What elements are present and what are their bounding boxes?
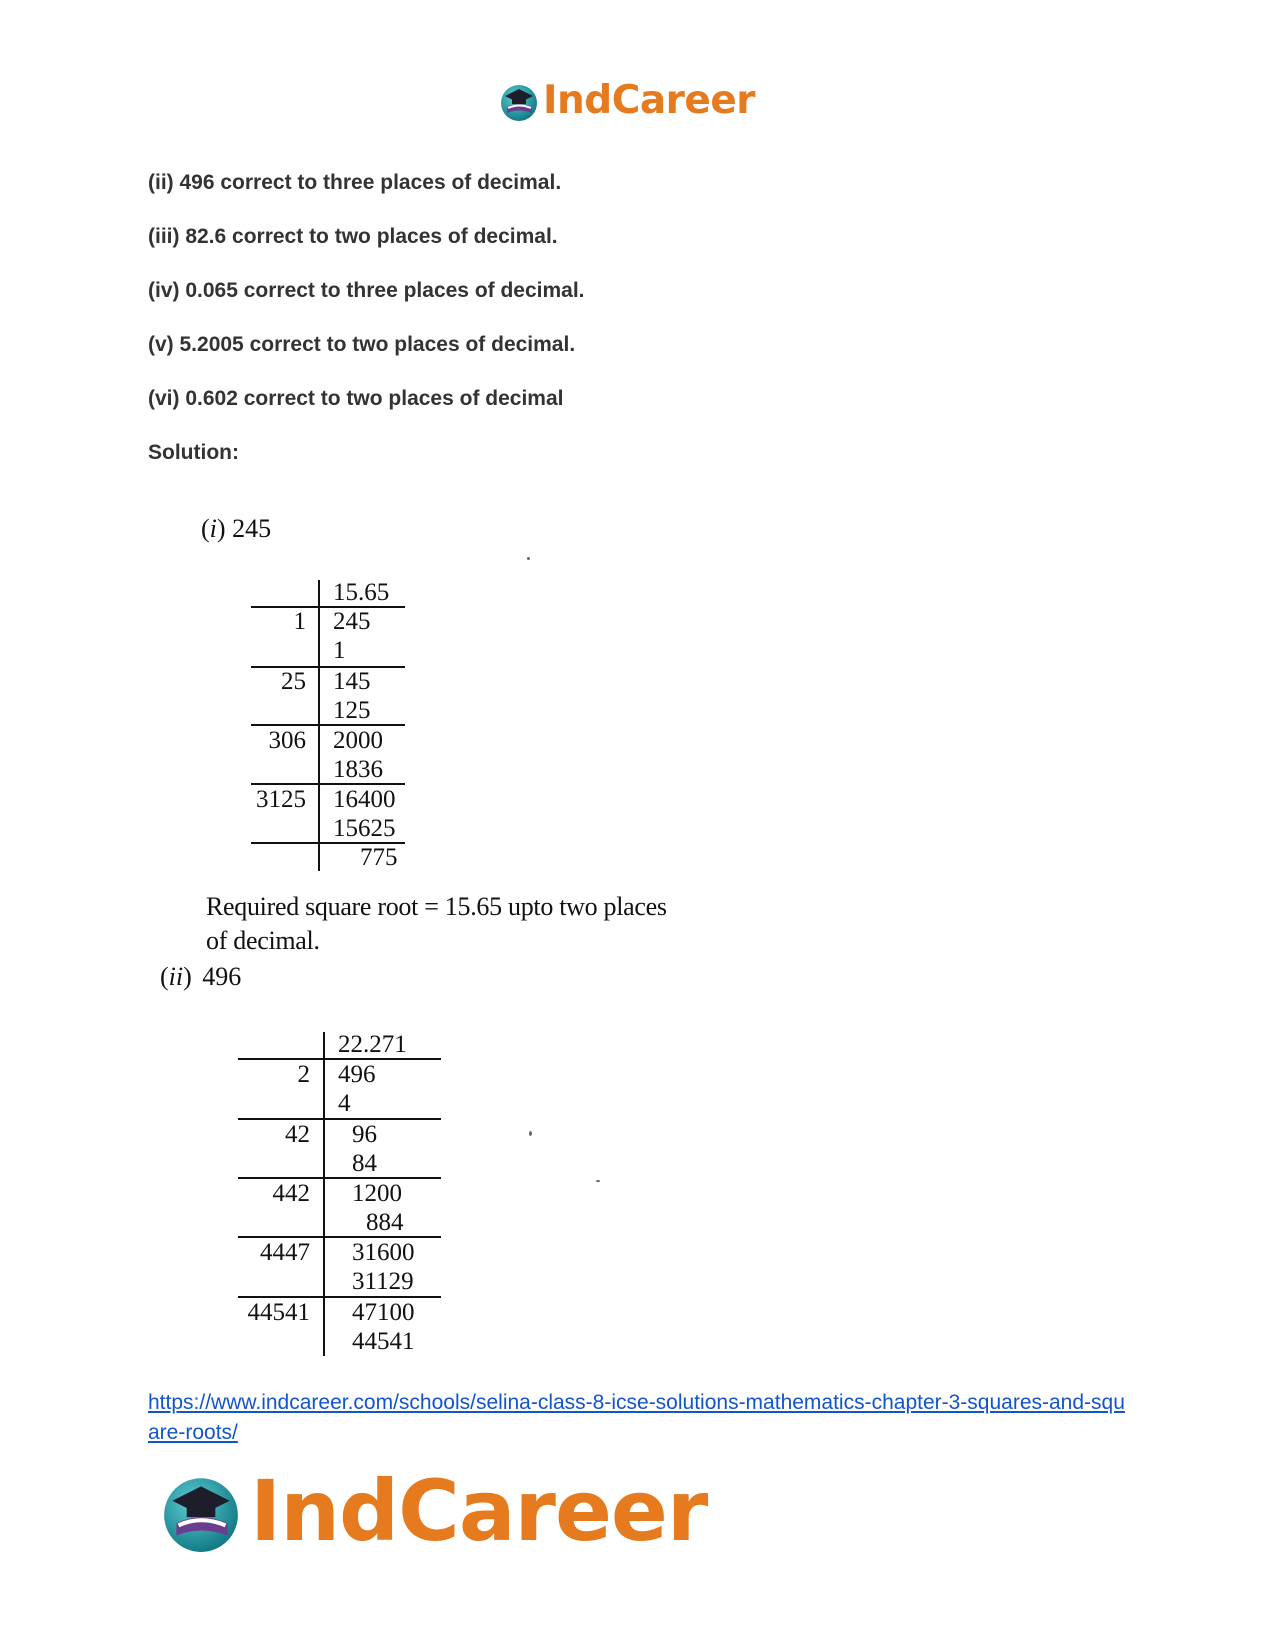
divisor-ii-3: 442 (272, 1180, 310, 1207)
divisor-i-1: 1 (293, 608, 306, 635)
subtract-i-1: 1 (333, 637, 346, 664)
subtract-ii-2: 84 (352, 1150, 377, 1177)
subtract-ii-4: 31129 (352, 1268, 414, 1295)
dividend-i-4: 16400 (333, 786, 396, 813)
dividend-ii-1: 496 (338, 1061, 376, 1088)
question-v: (v) 5.2005 correct to two places of decimal. (148, 333, 576, 356)
question-vi: (vi) 0.602 correct to two places of decimal (148, 387, 564, 410)
part-i-number: 245 (232, 514, 272, 543)
divisor-i-3: 306 (268, 727, 306, 754)
part-i-roman: i (209, 514, 217, 543)
result-i-line1: Required square root = 15.65 upto two places (206, 892, 667, 921)
part-i-label: (i) 245 (201, 514, 272, 543)
dividend-i-3: 2000 (333, 727, 383, 754)
scan-speck (596, 1180, 600, 1182)
dividend-ii-5: 47100 (352, 1299, 415, 1326)
quotient-i: 15.65 (333, 579, 390, 606)
divisor-ii-4: 4447 (260, 1239, 310, 1266)
source-link[interactable]: https://www.indcareer.com/schools/selina-class-8-icse-solutions-mathematics-chapter-3-squares-and-square-roots/ (148, 1391, 1125, 1444)
scan-speck (527, 557, 530, 560)
divisor-ii-2: 42 (285, 1121, 310, 1148)
remainder-i: 775 (360, 844, 398, 871)
dividend-i-2: 145 (333, 668, 371, 695)
footer-logo (158, 1462, 707, 1560)
dividend-i-1: 245 (333, 608, 371, 635)
question-iv: (iv) 0.065 correct to three places of decimal. (148, 279, 585, 302)
dividend-ii-2: 96 (352, 1121, 377, 1148)
divisor-ii-5: 44541 (247, 1299, 310, 1326)
solution-label: Solution: (148, 441, 239, 464)
part-ii-label: (ii) 496 (160, 962, 242, 991)
subtract-ii-5: 44541 (352, 1328, 415, 1355)
brand-name: IndCareer (543, 78, 755, 123)
divisor-i-2: 25 (281, 668, 306, 695)
question-ii: (ii) 496 correct to three places of decimal. (148, 171, 562, 194)
header-logo (498, 78, 755, 123)
part-ii-number: 496 (202, 962, 242, 991)
dividend-ii-4: 31600 (352, 1239, 415, 1266)
subtract-i-2: 125 (333, 697, 371, 724)
divisor-i-4: 3125 (256, 786, 306, 813)
subtract-ii-3: 884 (366, 1209, 404, 1236)
subtract-i-4: 15625 (333, 815, 396, 842)
graduation-cap-globe-icon (498, 80, 540, 122)
subtract-i-3: 1836 (333, 756, 383, 783)
dividend-ii-3: 1200 (352, 1180, 402, 1207)
brand-name: IndCareer (250, 1462, 708, 1560)
scan-speck (529, 1131, 532, 1136)
subtract-ii-1: 4 (338, 1090, 351, 1117)
graduation-cap-globe-icon (158, 1468, 244, 1554)
question-iii: (iii) 82.6 correct to two places of decimal. (148, 225, 558, 248)
result-i-line2: of decimal. (206, 926, 320, 955)
quotient-ii: 22.271 (338, 1031, 407, 1058)
part-ii-roman: ii (168, 962, 184, 991)
divisor-ii-1: 2 (297, 1061, 310, 1088)
